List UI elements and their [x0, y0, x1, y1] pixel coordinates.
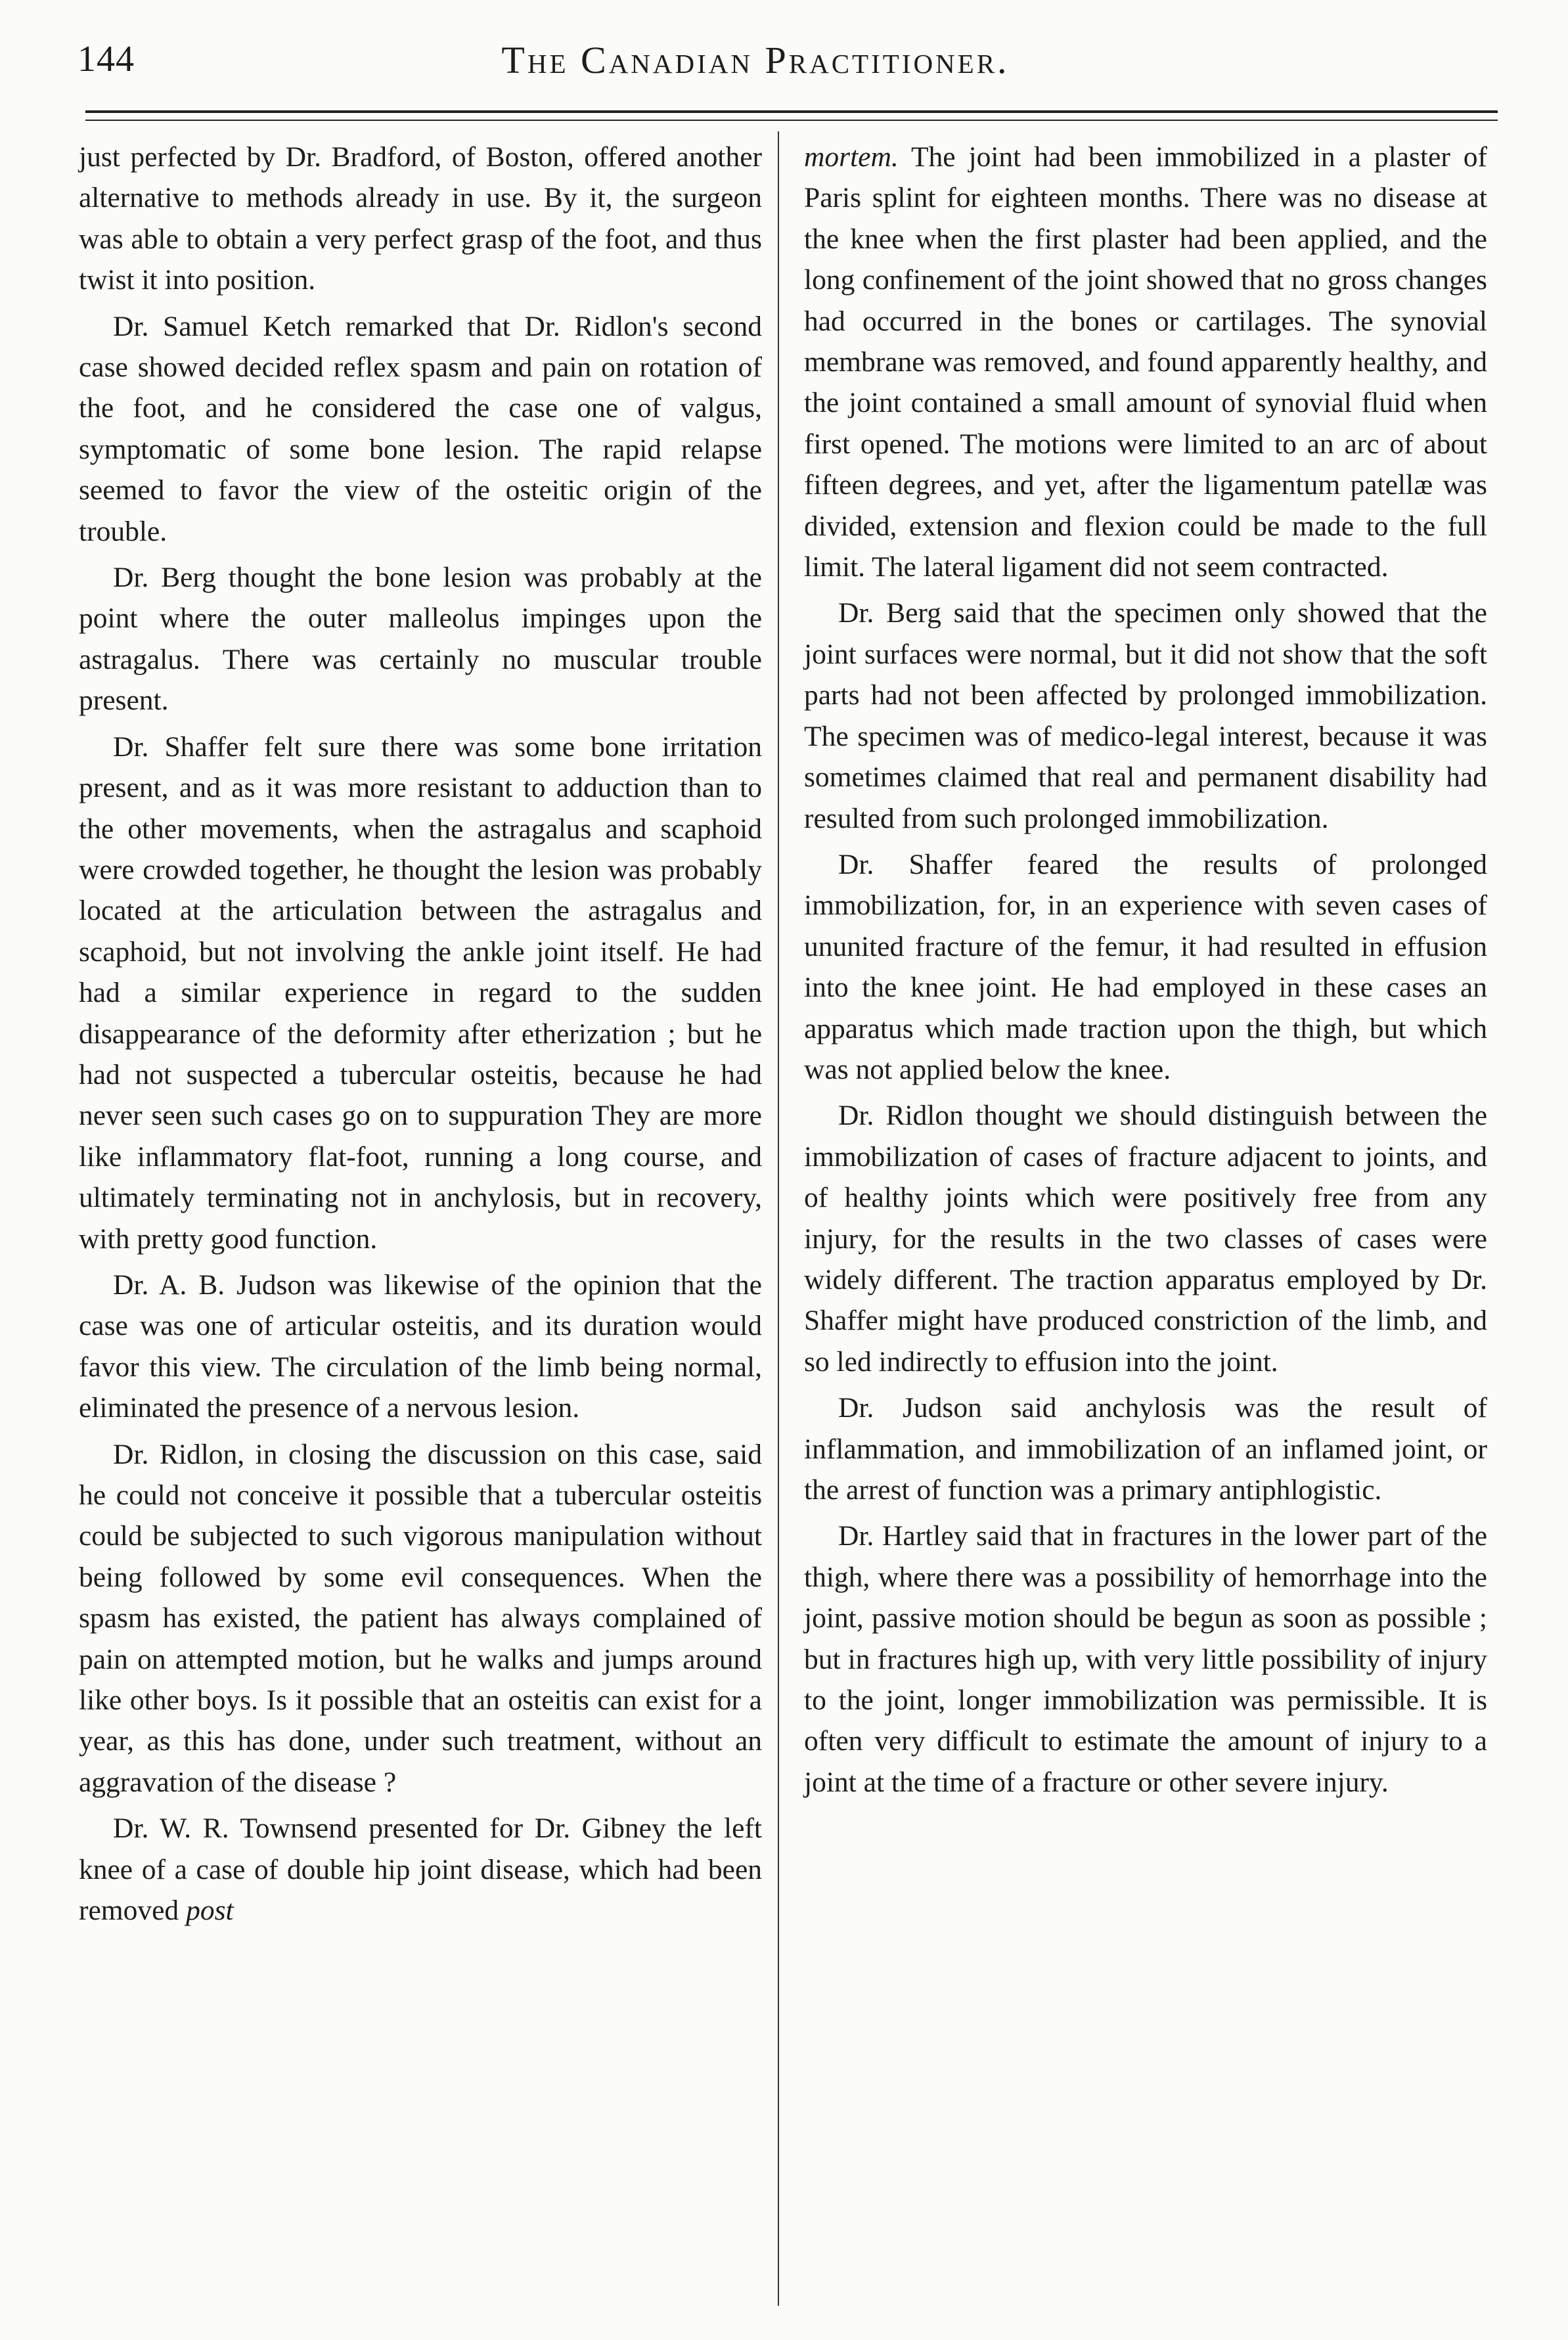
page-number: 144: [78, 39, 135, 79]
paragraph: Dr. Shaffer felt sure there was some bone irritation present, and as it was more resistant to adduction than to the other movements, when the astragalus and scaphoid were crowded together, he thought the lesion was probably located at the articulation between the astragalus and scaphoid, but not involving the ankle joint itself. He had had a similar experience in regard to the sudden disappearance of the deformity after etherization ; but he had not suspected a tubercular osteitis, because he had never seen such cases go on to suppuration They are more like inflammatory flat-foot, running a long course, and ultimately terminating not in anchylosis, but in recovery, with pretty good function.: [79, 731, 762, 1255]
left-column: [79, 137, 762, 1936]
column-divider: [778, 131, 779, 2306]
right-column: [804, 137, 1487, 1808]
page-header: [0, 0, 1568, 112]
paragraph: Dr. Berg thought the bone lesion was probably at the point where the outer malleolus impinges upon the astragalus. There was certainly no muscular trouble present.: [79, 562, 762, 717]
paragraph: Dr. A. B. Judson was likewise of the opinion that the case was one of articular osteitis, and its duration would favor this view. The circulation of the limb being normal, eliminated the presence of a nervous lesion.: [79, 1269, 762, 1424]
italic-text: post: [186, 1895, 234, 1927]
running-title: The Canadian Practitioner.: [501, 39, 1010, 81]
paragraph: [79, 1808, 762, 1931]
paragraph-text: The joint had been immobilized in a plaster of Paris splint for eighteen months. There was no disease at the knee when the first plaster had been applied, and the long confinement of the joint showed that no gross changes had occurred in the bones or cartilages. The synovial membrane was removed, and found apparently healthy, and the joint contained a small amount of synovial fluid when first opened. The motions were limited to an arc of about fifteen degrees, and yet, after the ligamentum patellæ was divided, extension and flexion could be made to the full limit. The lateral ligament did not seem contracted.: [804, 141, 1487, 583]
paragraph: Dr. Samuel Ketch remarked that Dr. Ridlon's second case showed decided reflex spasm and pain on rotation of the foot, and he considered the case one of valgus, symptomatic of some bone lesion. The rapid relapse seemed to favor the view of the osteitic origin of the trouble.: [79, 310, 762, 547]
paragraph: just perfected by Dr. Bradford, of Boston, offered another alternative to methods already in use. By it, the surgeon was able to obtain a very perfect grasp of the foot, and thus twist it into position.: [79, 141, 762, 296]
paragraph: Dr. Berg said that the specimen only showed that the joint surfaces were normal, but it did not show that the soft parts had not been affected by prolonged immobilization. The specimen was of medico-legal interest, because it was sometimes claimed that real and permanent disability had resulted from such prolonged immobilization.: [804, 597, 1487, 834]
paragraph: Dr. Ridlon thought we should distinguish between the immobilization of cases of fracture adjacent to joints, and of healthy joints which were positively free from any injury, for the results in the two classes of cases were widely different. The traction apparatus employed by Dr. Shaffer might have produced constriction of the limb, and so led indirectly to effusion into the joint.: [804, 1100, 1487, 1378]
paragraph: [804, 137, 1487, 587]
header-rule-thin: [85, 120, 1498, 121]
paragraph: Dr. Shaffer feared the results of prolonged immobilization, for, in an experience with seven cases of ununited fracture of the femur, it had resulted in effusion into the knee joint. He had employed in these cases an apparatus which made traction upon the thigh, but which was not applied below the knee.: [804, 848, 1487, 1085]
paragraph: Dr. Hartley said that in fractures in the lower part of the thigh, where there was a possibility of hemorrhage into the joint, passive motion should be begun as soon as possible ; but in fractures high up, with very little possibility of injury to the joint, longer immobilization was permissible. It is often very difficult to estimate the amount of injury to a joint at the time of a fracture or other severe injury.: [804, 1520, 1487, 1798]
paragraph-text: Dr. W. R. Townsend presented for Dr. Gibney the left knee of a case of double hip joint disease, which had been removed: [79, 1812, 762, 1927]
italic-text: mortem.: [804, 141, 899, 173]
paragraph: Dr. Ridlon, in closing the discussion on this case, said he could not conceive it possible that a tubercular osteitis could be subjected to such vigorous manipulation without being followed by some evil consequences. When the spasm has existed, the patient has always complained of pain on attempted motion, but he walks and jumps around like other boys. Is it possible that an osteitis can exist for a year, as this has done, under such treatment, without an aggravation of the disease ?: [79, 1438, 762, 1798]
header-rule-thick: [85, 110, 1498, 113]
paragraph: Dr. Judson said anchylosis was the result of inflammation, and immobilization of an inflamed joint, or the arrest of function was a primary antiphlogistic.: [804, 1392, 1487, 1506]
